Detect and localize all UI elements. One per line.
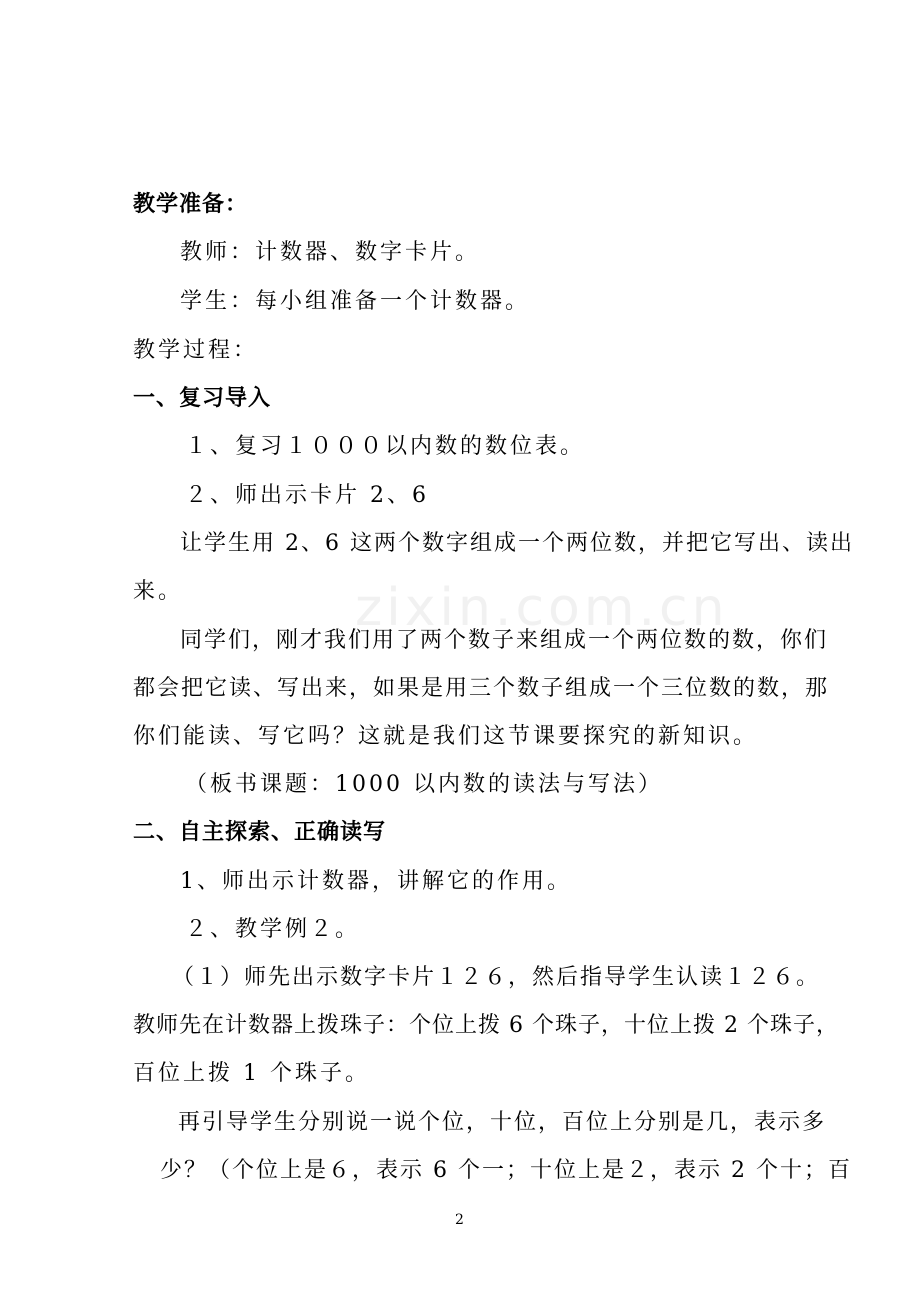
s2-sub1-line3: 百位上拨 1 个珠子。	[133, 1061, 370, 1086]
s1-board-title: （板书课题：1000 以内数的读法与写法）	[185, 772, 663, 797]
prep-student-line: 学生：每小组准备一个计数器。	[180, 289, 531, 314]
s1-para1-line1: 让学生用 2、6 这两个数字组成一个两位数，并把它写出、读出	[180, 531, 854, 556]
s1-para1-line2: 来。	[133, 579, 184, 604]
s2-para-line1: 再引导学生分别说一说个位，十位，百位上分别是几，表示多	[178, 1110, 827, 1135]
watermark: zixin.com.cn	[355, 578, 729, 638]
s1-para2-line2: 都会把它读、写出来，如果是用三个数子组成一个三位数的数，那	[133, 676, 830, 701]
section1-heading: 一、复习导入	[133, 386, 272, 411]
page-number: 2	[455, 1212, 464, 1228]
s2-para-line2: 少？（个位上是６，表示 6 个一；十位上是２，表示 2 个十；百	[160, 1158, 852, 1183]
prep-teacher-line: 教师：计数器、数字卡片。	[180, 240, 481, 265]
section2-heading: 二、自主探索、正确读写	[133, 820, 387, 845]
s2-sub1-line1: （１）师先出示数字卡片１２６，然后指导学生认读１２６。	[172, 965, 821, 990]
s2-sub1-line2: 教师先在计数器上拨珠子：个位上拨 6 个珠子，十位上拨 2 个珠子，	[133, 1013, 839, 1038]
s1-para2-line3: 你们能读、写它吗？这就是我们这节课要探究的新知识。	[133, 724, 759, 749]
s2-item1: 1、师出示计数器，讲解它的作用。	[180, 869, 572, 894]
s1-item2: ２、师出示卡片 2、6	[185, 483, 429, 508]
process-heading: 教学过程：	[133, 338, 259, 363]
s1-item1: １、复习１０００以内数的数位表。	[185, 434, 586, 459]
s2-item2: ２、教学例２。	[185, 917, 361, 942]
prep-heading: 教学准备：	[133, 192, 249, 217]
s1-para2-line1: 同学们，刚才我们用了两个数子来组成一个两位数的数，你们	[180, 628, 829, 653]
